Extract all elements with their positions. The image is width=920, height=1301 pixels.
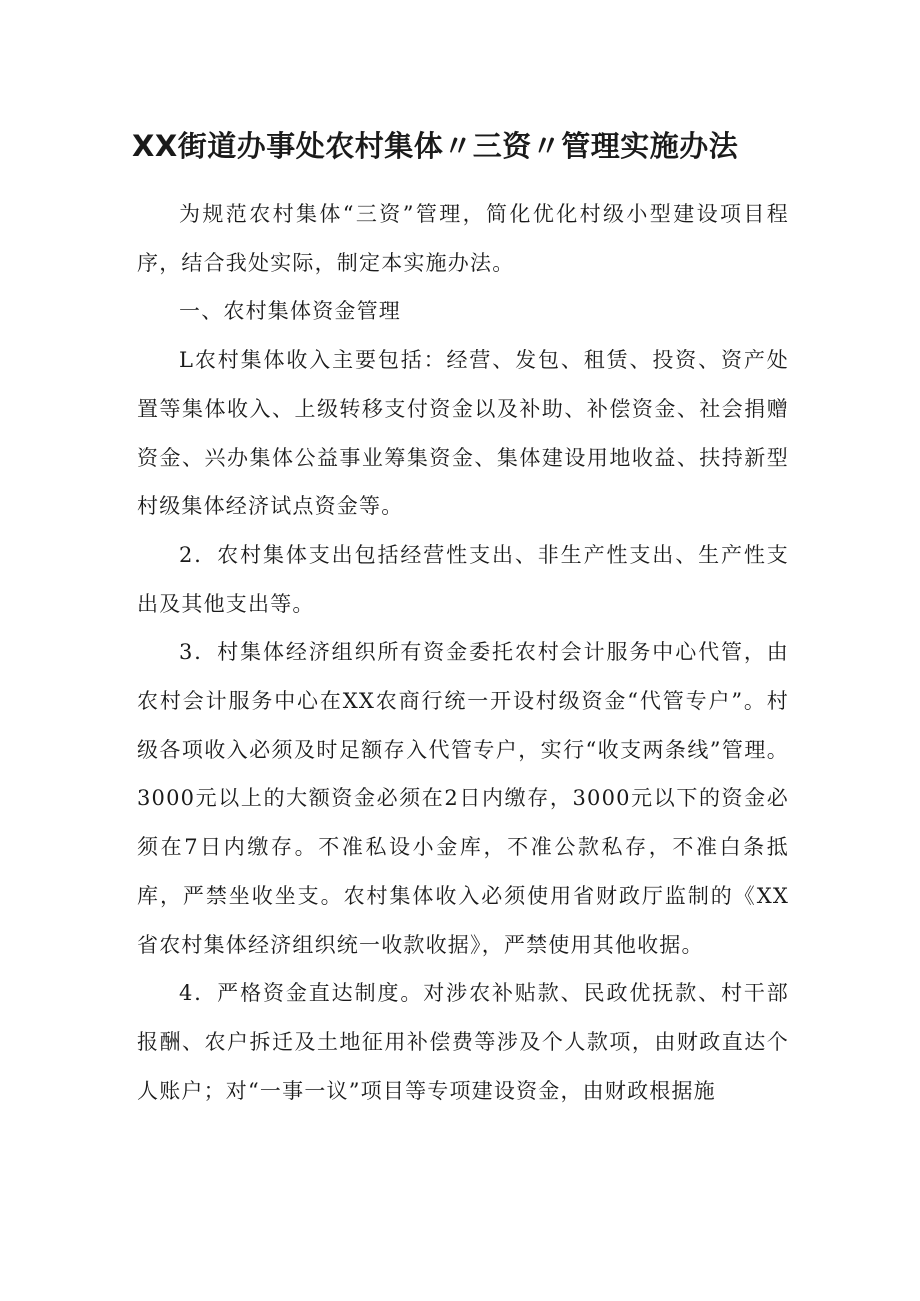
section-heading-funds: 一、农村集体资金管理 [179,299,401,324]
document-title: XX街道办事处农村集体〃三资〃管理实施办法 [132,129,739,163]
document-body [137,190,789,1115]
paragraph-item-1: L农村集体收入主要包括：经营、发包、租赁、投资、资产处置等集体收入、上级转移支付资金以及补助、补偿资金、社会捐赠资金、兴办集体公益事业筹集资金、集体建设用地收益、扶持新型村级集体经济试点资金等。 [137,348,789,519]
paragraph-intro: 为规范农村集体“三资”管理，简化优化村级小型建设项目程序，结合我处实际，制定本实施办法。 [137,202,789,275]
paragraph-item-3: 3．村集体经济组织所有资金委托农村会计服务中心代管，由农村会计服务中心在XX农商行统一开设村级资金“代管专户”。村级各项收入必须及时足额存入代管专户，实行“收支两条线”管理。3000元以上的大额资金必须在2日内缴存，3000元以下的资金必须在7日内缴存。不准私设小金库，不准公款私存，不准白条抵库，严禁坐收坐支。农村集体收入必须使用省财政厅监制的《XX省农村集体经济组织统一收款收据》，严禁使用其他收据。 [137,640,789,957]
paragraph-item-2: 2．农村集体支出包括经营性支出、非生产性支出、生产性支出及其他支出等。 [137,542,789,616]
paragraph-item-4: 4．严格资金直达制度。对涉农补贴款、民政优抚款、村干部报酬、农户拆迁及土地征用补偿费等涉及个人款项，由财政直达个人账户；对“一事一议”项目等专项建设资金，由财政根据施 [137,981,789,1103]
